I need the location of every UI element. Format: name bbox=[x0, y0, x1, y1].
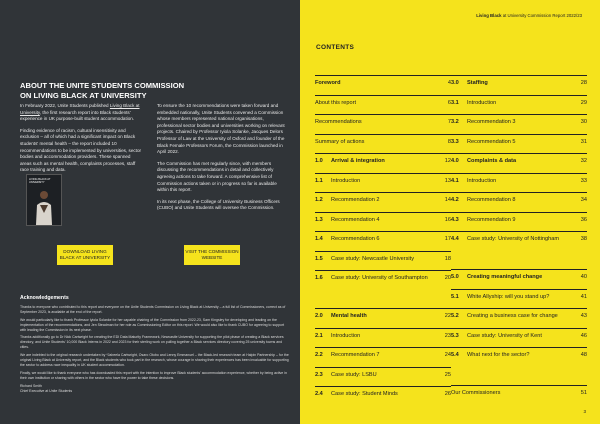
contents-entry-number: 4.3 bbox=[451, 216, 459, 223]
contents-entry-label[interactable]: Case study: Newcastle University bbox=[331, 255, 415, 262]
contents-entry-number: 1.2 bbox=[315, 197, 323, 203]
contents-entry-number: 5.4 bbox=[451, 352, 459, 358]
contents-entry[interactable] bbox=[315, 308, 451, 328]
contents-entry-page: 34 bbox=[580, 197, 587, 203]
contents-entry-page: 6 bbox=[447, 99, 451, 106]
contents-entry-page: 38 bbox=[580, 236, 587, 242]
contents-entry[interactable] bbox=[451, 75, 587, 95]
contents-entry[interactable] bbox=[315, 192, 451, 212]
contents-entry-number: 4.0 bbox=[451, 158, 459, 164]
contents-entry-number: 3.2 bbox=[451, 119, 459, 125]
contents-entry-page: 20 bbox=[444, 275, 451, 281]
contents-entry-page: 46 bbox=[580, 332, 587, 339]
contents-entry-page: 43 bbox=[580, 313, 587, 319]
contents-spacer bbox=[315, 290, 451, 309]
contents-entry[interactable] bbox=[451, 385, 587, 405]
contents-entry-label[interactable]: Recommendations bbox=[315, 119, 362, 125]
contents-entry-page: 7 bbox=[447, 119, 451, 125]
contents-entry-page: 23 bbox=[444, 332, 451, 339]
contents-entry-label[interactable]: Introduction bbox=[467, 177, 497, 184]
contents-entry-label[interactable]: Recommendation 7 bbox=[331, 352, 380, 358]
contents-entry-page: 32 bbox=[580, 158, 587, 164]
contents-entry[interactable] bbox=[451, 114, 587, 134]
acknowledgements: Acknowledgements Thanks to everyone who contributed to this report and everyone on the Unite Students Commission on Living Black at University – a full list of Commissioners, correct as of September 2023, is available at the end of the report. We would particularly like to thank Professor Iyiola Solanke for her capable chairing of the Commission from 2022-23, Sam Kingsley for developing and leading on the implementation of the recommendations, and Jen Steadman for her role as Commissioning Editor on this report. We would also like to thank CUBO for agreeing to support with leading the Commission in its next phase. Thanks additionally go to Dr Nick Cartwright for creating the EDI Data Maturity Framework, Newcastle University for supporting the pilot phase of creating a Black services directory, and Unite Students' 10,000 Black Interns in 2022 and 2023 for their sterling work on pulling together a Black services directory covering 25 university towns and cities. We are indebted to the original research undertaken by *Jabeela Cartwright, Osaro Otobo and Lenny Emmanuel – the Black-led research team at Halpin Partnership – for the original Living Black at University report, and the Black students who took part in the research, whose courage in sharing their experiences has been invaluable for supporting the sector to address race inequality in UK student accommodation. Finally, we would like to thank everyone who has downloaded this report with the intention to improve Black students' accommodation experience, whether by being active in their own institution or sharing with others in the sector who have the power to take these decisions. Richard Smith Chief Executive at Unite Students bbox=[20, 295, 289, 393]
contents-entry-number: 3.3 bbox=[451, 138, 459, 145]
signatory-name: Richard Smith bbox=[20, 383, 42, 388]
contents-entry-number: 3.1 bbox=[451, 99, 459, 106]
contents-entry[interactable] bbox=[315, 114, 451, 134]
contents-entry-label[interactable]: Staffing bbox=[467, 80, 488, 86]
contents-entry-page: 25 bbox=[444, 371, 451, 378]
contents-entry-label[interactable]: Case study: University of Southampton bbox=[331, 275, 428, 281]
page-number: 3 bbox=[583, 409, 586, 414]
contents-entry-page: 28 bbox=[580, 80, 587, 86]
contents-title: CONTENTS bbox=[316, 44, 355, 51]
contents-entry[interactable] bbox=[315, 95, 451, 115]
contents-entry-page: 33 bbox=[580, 177, 587, 184]
contents-entry-label[interactable]: Introduction bbox=[331, 332, 361, 339]
acknowledgements-title: Acknowledgements bbox=[20, 295, 69, 301]
contents-entry-label[interactable]: Recommendation 4 bbox=[331, 216, 380, 223]
contents-entry-page: 16 bbox=[444, 216, 451, 223]
contents-entry-page: 40 bbox=[580, 274, 587, 280]
contents-entry-label[interactable]: Arrival & integration bbox=[331, 158, 385, 164]
contents-entry-number: 1.0 bbox=[315, 158, 323, 164]
contents-entry-page: 8 bbox=[447, 138, 451, 145]
contents-column-left bbox=[315, 75, 451, 406]
download-report-button[interactable]: DOWNLOAD LIVING BLACK AT UNIVERSITY bbox=[57, 245, 113, 265]
contents-entry-number: 4.4 bbox=[451, 236, 459, 242]
about-column-1 bbox=[20, 103, 142, 179]
contents-entry-label[interactable]: Foreword bbox=[315, 80, 341, 86]
signatory-title: Chief Executive at Unite Students bbox=[20, 388, 73, 393]
contents-entry-number: 1.3 bbox=[315, 216, 323, 223]
contents-entry-label[interactable]: Recommendation 8 bbox=[467, 197, 516, 203]
contents-entry-page: 26 bbox=[444, 391, 451, 397]
contents-entry-page: 29 bbox=[580, 99, 587, 106]
contents-column-right bbox=[451, 75, 587, 405]
visit-commission-website-button[interactable]: VISIT THE COMMISSION WEBSITE bbox=[184, 245, 240, 265]
contents-entry-page: 30 bbox=[580, 119, 587, 125]
contents-entry-label[interactable]: Summary of actions bbox=[315, 138, 365, 145]
contents-entry[interactable] bbox=[451, 192, 587, 212]
contents-entry-label[interactable]: Recommendation 5 bbox=[467, 138, 516, 145]
contents-entry-page: 14 bbox=[444, 197, 451, 203]
contents-entry[interactable] bbox=[315, 75, 451, 95]
contents-entry-number: 2.1 bbox=[315, 332, 323, 339]
contents-entry-label[interactable]: Creating a business case for change bbox=[467, 313, 558, 319]
contents-entry[interactable] bbox=[315, 270, 451, 290]
contents-entry-label[interactable]: Case study: Student Minds bbox=[331, 391, 398, 397]
contents-entry-number: 5.0 bbox=[451, 274, 459, 280]
about-para-2: Finding evidence of racism, cultural insensitivity and exclusion – all of which had a significant impact on Black students' mental health – the report included 10 recommendations to be implemented by universities, sector bodies and accommodation providers. These spanned areas such as mental health, complaints processes, staff race training and data. bbox=[20, 127, 142, 173]
contents-entry-page: 51 bbox=[580, 390, 587, 396]
contents-entry-page: 24 bbox=[444, 352, 451, 358]
contents-entry-number: 5.1 bbox=[451, 293, 459, 300]
contents-entry-number: 2.2 bbox=[315, 352, 323, 358]
report-link[interactable]: Living Black at University bbox=[20, 103, 140, 115]
contents-entry-page: 17 bbox=[444, 236, 451, 242]
contents-entry[interactable] bbox=[315, 251, 451, 271]
contents-entry-page: 4 bbox=[447, 80, 451, 86]
contents-entry-page: 22 bbox=[444, 313, 451, 319]
contents-entry-number: 3.0 bbox=[451, 80, 459, 86]
contents-entry[interactable] bbox=[315, 212, 451, 232]
running-header: Living Black at University Commission Report 2022/23 bbox=[476, 13, 582, 18]
contents-entry-label[interactable]: Mental health bbox=[331, 313, 367, 319]
contents-entry-number: 5.3 bbox=[451, 332, 459, 339]
contents-spacer bbox=[451, 251, 587, 270]
contents-entry[interactable] bbox=[451, 328, 587, 348]
contents-entry-number: 2.3 bbox=[315, 371, 323, 378]
contents-entry-label[interactable]: About this report bbox=[315, 99, 357, 106]
contents-entry[interactable] bbox=[315, 347, 451, 367]
contents-entry-number: 5.2 bbox=[451, 313, 459, 319]
contents-entry-number: 4.1 bbox=[451, 177, 459, 184]
contents-entry[interactable] bbox=[315, 134, 451, 154]
contents-entry-label[interactable]: What next for the sector? bbox=[467, 352, 530, 358]
contents-entry-label[interactable]: Recommendation 2 bbox=[331, 197, 380, 203]
contents-entry-page: 36 bbox=[580, 216, 587, 223]
contents-entry-number: 2.0 bbox=[315, 313, 323, 319]
contents-entry-label[interactable]: Case study: University of Kent bbox=[467, 332, 542, 339]
contents-entry-number: 4.2 bbox=[451, 197, 459, 203]
contents-entry-page: 48 bbox=[580, 352, 587, 358]
contents-entry-label[interactable]: Recommendation 9 bbox=[467, 216, 516, 223]
contents-entry-number: 2.4 bbox=[315, 391, 323, 397]
contents-entry-page: 12 bbox=[444, 158, 451, 164]
contents-entry-label[interactable]: Our Commissioners bbox=[451, 390, 501, 396]
report-cover-thumbnail bbox=[26, 174, 62, 226]
about-para-1: In February 2022, Unite Students published Living Black at University, the first research report into Black students' experience in UK purpose-built student accommodation. bbox=[20, 103, 140, 122]
about-heading: ABOUT THE UNITE STUDENTS COMMISSION ON LIVING BLACK AT UNIVERSITY bbox=[20, 81, 185, 100]
contents-entry[interactable] bbox=[451, 212, 587, 232]
contents-entry[interactable] bbox=[451, 95, 587, 115]
contents-entry-label[interactable]: Case study: LSBU bbox=[331, 371, 377, 378]
contents-entry[interactable] bbox=[451, 231, 587, 251]
cover-title: LIVING BLACK AT UNIVERSITY bbox=[29, 178, 51, 184]
contents-entry[interactable] bbox=[451, 134, 587, 154]
contents-entry-number: 1.1 bbox=[315, 177, 323, 184]
contents-entry-label[interactable]: Creating meaningful change bbox=[467, 274, 543, 280]
about-para-4: The Commission has met regularly since, with members discussing the recommendations in detail and collectively agreeing actions to take forward. A comprehensive list of Commission actions taken or in progress so far is available within this report. bbox=[157, 160, 277, 193]
contents-entry[interactable] bbox=[315, 153, 451, 173]
contents-spacer bbox=[451, 367, 587, 386]
contents-entry-label[interactable]: Recommendation 6 bbox=[331, 236, 380, 242]
contents-entry[interactable] bbox=[451, 289, 587, 309]
right-panel bbox=[300, 0, 600, 424]
contents-entry-page: 13 bbox=[444, 177, 451, 184]
contents-entry-number: 1.5 bbox=[315, 255, 323, 262]
contents-entry[interactable] bbox=[451, 347, 587, 367]
contents-entry[interactable] bbox=[451, 173, 587, 193]
contents-entry-label[interactable]: White Allyship: will you stand up? bbox=[467, 293, 550, 300]
contents-entry-label[interactable]: Introduction bbox=[331, 177, 361, 184]
student-portrait-image bbox=[35, 189, 53, 225]
contents-entry[interactable] bbox=[315, 328, 451, 348]
about-column-2 bbox=[157, 103, 287, 217]
contents-entry-number: 1.4 bbox=[315, 236, 323, 242]
contents-entry-page: 31 bbox=[580, 138, 587, 145]
about-para-3: To ensure the 10 recommendations were taken forward and embedded nationally, Unite Students convened a Commission whose members represented national organisations, professional sector bodies and universities working on relevant projects. Chaired by Professor Iyiola Solanke, Jacques Delors Professor of Law at the University of Oxford and founder of the Black Female Professors Forum, the Commission launched in April 2022. bbox=[157, 103, 285, 155]
contents-entry-number: 1.6 bbox=[315, 275, 323, 281]
about-para-5: In its next phase, the College of University Business Officers (CUBO) and Unite Students will oversee the Commission. bbox=[157, 198, 280, 211]
contents-entry[interactable] bbox=[315, 367, 451, 387]
contents-entry[interactable] bbox=[315, 173, 451, 193]
contents-entry-page: 18 bbox=[444, 255, 451, 262]
contents-entry[interactable] bbox=[451, 153, 587, 173]
contents-entry[interactable] bbox=[451, 269, 587, 289]
contents-entry[interactable] bbox=[315, 231, 451, 251]
contents-entry-label[interactable]: Introduction bbox=[467, 99, 497, 106]
contents-entry-page: 41 bbox=[580, 293, 587, 300]
contents-entry[interactable] bbox=[315, 386, 451, 406]
contents-entry-label[interactable]: Complaints & data bbox=[467, 158, 517, 164]
contents-entry-label[interactable]: Recommendation 3 bbox=[467, 119, 516, 125]
contents-entry-label[interactable]: Case study: University of Nottingham bbox=[467, 236, 560, 242]
contents-entry[interactable] bbox=[451, 308, 587, 328]
